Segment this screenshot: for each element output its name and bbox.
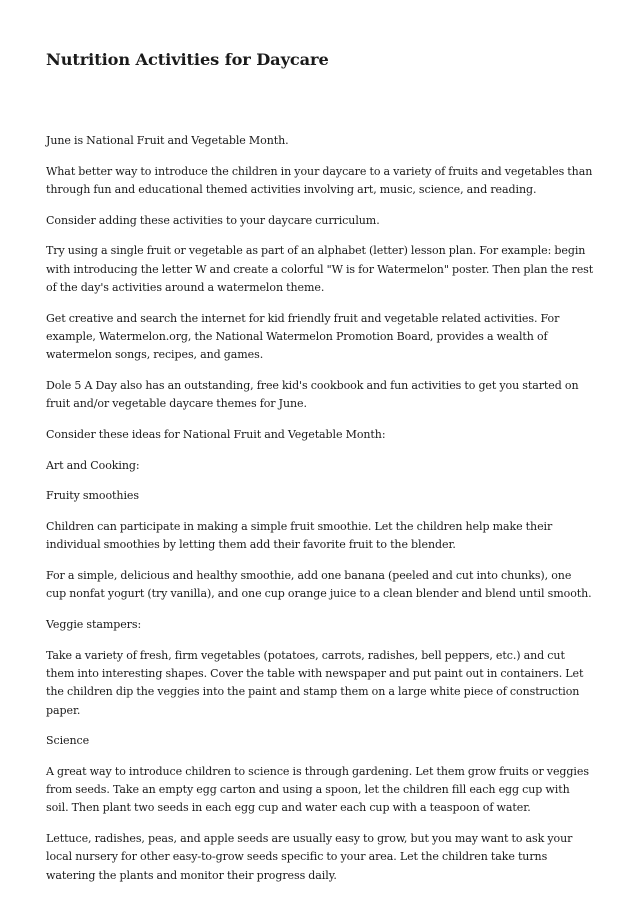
paragraph-search-internet: Get creative and search the internet for kid friendly fruit and vegetable related activities. For example, Watermelon.org, the National Watermelon Promotion Board, provides a wealth of watermelon songs, recipes, and games. [46,311,560,362]
paragraph-gardening: A great way to introduce children to science is through gardening. Let them grow fruits or veggies from seeds. Take an empty egg carton and using a spoon, let the children fill each egg cup with soil. Then plant two seeds in each egg cup and water each cup with a teaspoon of water. [46,764,589,815]
section-heading-science: Science [46,734,90,748]
paragraph-dole-cookbook: Dole 5 A Day also has an outstanding, free kid's cookbook and fun activities to get you started on fruit and/or vegetable daycare themes for June. [46,378,579,411]
paragraph-ideas-intro: Consider these ideas for National Fruit and Vegetable Month: [46,427,386,441]
paragraph-smoothie-recipe: For a simple, delicious and healthy smoothie, add one banana (peeled and cut into chunks), one cup nonfat yogurt (try vanilla), and one cup orange juice to a clean blender and blend until smooth. [46,568,592,601]
paragraph-intro: June is National Fruit and Vegetable Month. [46,134,289,147]
paragraph-veggie-stampers: Take a variety of fresh, firm vegetables (potatoes, carrots, radishes, bell peppers, etc.) and cut them into interesting shapes. Cover the table with newspaper and put paint out in containers. Let the children dip the veggies into the paint and stamp them on a large white piece of construction paper. [46,648,584,717]
section-heading-art-cooking: Art and Cooking: [46,458,140,472]
subheading-veggie-stampers: Veggie stampers: [46,617,142,631]
paragraph-consider-adding: Consider adding these activities to your daycare curriculum. [46,213,380,227]
document-title: Nutrition Activities for Daycare [46,50,329,69]
paragraph-introduction-way: What better way to introduce the children in your daycare to a variety of fruits and vegetables than through fun and educational themed activities involving art, music, science, and reading. [46,164,593,196]
paragraph-smoothie-participation: Children can participate in making a simple fruit smoothie. Let the children help make their individual smoothies by letting them add their favorite fruit to the blender. [46,519,553,552]
paragraph-seeds-watering: Lettuce, radishes, peas, and apple seeds are usually easy to grow, but you may want to ask your local nursery for other easy-to-grow seeds specific to your area. Let the children take turns watering the plants and monitor their progress daily. [46,832,573,882]
paragraph-alphabet-lesson: Try using a single fruit or vegetable as part of an alphabet (letter) lesson plan. For example: begin with introducing the letter W and create a colorful "W is for Watermelon" poster. Then plan the rest of the day's activities around a watermelon theme. [46,244,594,294]
subheading-fruity-smoothies: Fruity smoothies [46,489,139,503]
document-body [46,132,594,897]
